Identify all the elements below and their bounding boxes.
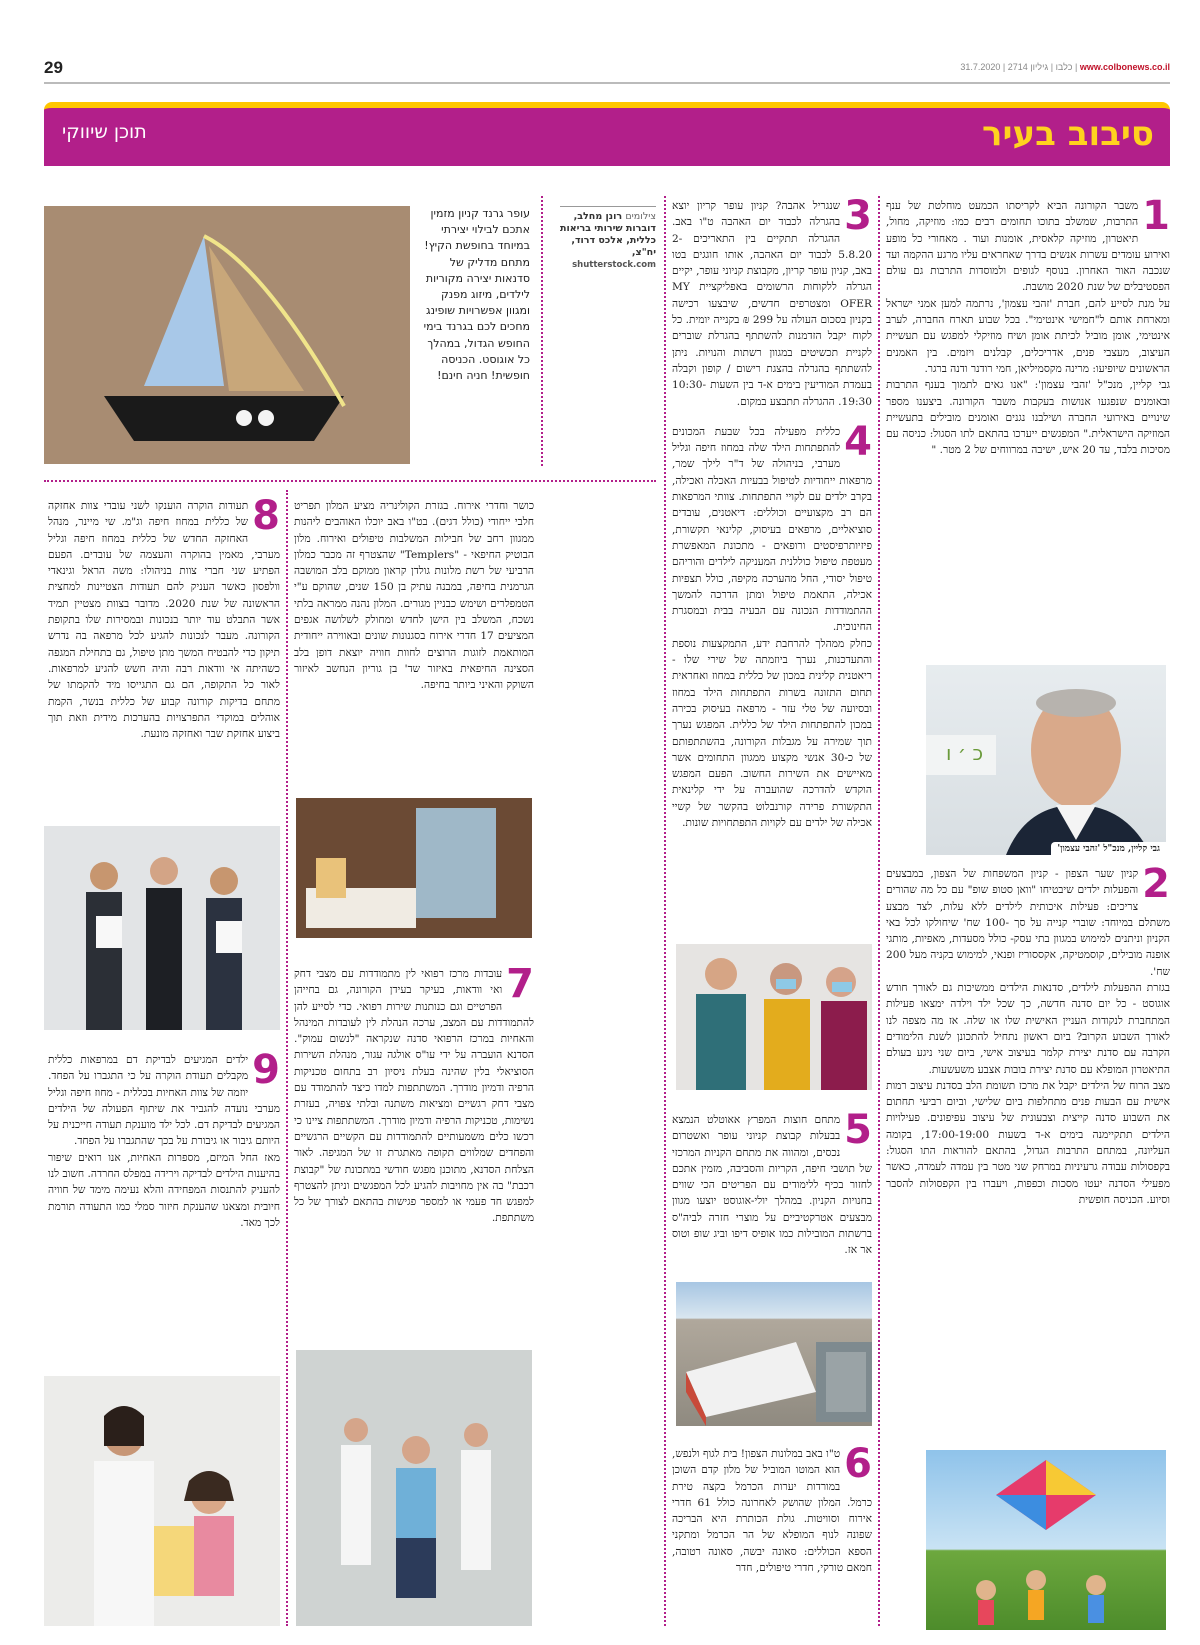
story-5 bbox=[672, 1107, 872, 1259]
story-paragraph: גבי קליין, מנכ"ל 'זהבי עצמון': "אנו גאים לתמוך בענף התרבות ובאומנים שנפגעו אנושות בעקבות משבר הקורונה. ביצענו מספר שינויים באירועי החברה ושילבנו נגנים ואומנים מובילים בתעשיית המוזיקה הישראלית." המפגשים ייערכו בהתאם לתו הסגול: כניסה עם מסיכות בלבד, עד 20 איש, ישיבה במרווחים של 2 מטר. " bbox=[886, 379, 1170, 457]
photo-maintenance-team bbox=[44, 826, 280, 1030]
column-1 bbox=[886, 193, 1170, 459]
credit-url: shutterstock.com bbox=[572, 260, 656, 270]
story-paragraph: מאז החל המיזם, מספרות האחיות, אנו רואים שיפור בהיענות הילדים לבדיקה וירידה במפלס החרדה. חשוב לנו להעניק להתנסות המפחידה והלא נעימה מימד של חוויה חיובית ומצאנו שהענקת חיזור סמלי כמו התעודה תורמת לכך מאד. bbox=[48, 1151, 280, 1229]
team-illustration bbox=[44, 826, 280, 1030]
story-paragraph: כחלק ממהלך להרחבת ידע, התמקצעות נוספת והתעדכנות, נערך ביוזמתה של שירי שלו - ריאטנית קלינית במכון של כללית במחוז ואחראית תחום התזונה בשרות התפתחות הילד במחוז ובסיועה של טלי עזר - מרפאה בעיסוק בכירה במכון להתפתחות הילד של כללית. המפגש נערך תוך שמירה על מגבלות הקורונה, בהשתתפותם של כ-30 אנשי מקצוע ממגוון התחומים אשר מאיישים את השירות החשוב. הפעם המפגש הוקדש להדרכה שהועברה על ידי קלינאית התקשורת פרידה קורנבלוט בהקשר של קשיי אכילה של ילדים עם לקויות התפתחויות שונות. bbox=[672, 637, 872, 829]
column-1b bbox=[886, 861, 1171, 1208]
column-3 bbox=[294, 498, 534, 694]
boat-illustration bbox=[44, 206, 410, 464]
story-paragraph: מתחם חוצות המפרץ אאוטלט הנמצא בבעלות קבוצת קניוני עופר ואשטרום נכסים, ומהווה את מתחם הקניות המרכזי של תושבי חיפה, הקריות והסביבה, מזמין אתכם לחזור בכיף ללימודים עם הפריטים הכי שווים בחנויות הקניון. במהלך יולי-אוגוסט יוצעו מגוון מבצעים אטרקטיביים על מוצרי חזרה לביה"ס ברשתות המובילות כמו אופיס דיפו וביג שופ וטוס אר אז. bbox=[672, 1114, 872, 1257]
kite-illustration bbox=[926, 1450, 1166, 1630]
photo-credit bbox=[560, 206, 656, 271]
story-paragraph: ילדים המגיעים לבדיקת דם במרפאות כללית מקבלים תעודת הוקרה על כי התגברו על הפחד. יוזמה של צוות האחיות בכללית - מחוז חיפה וגליל מערבי נועדה להגביר את שיתוף הפעולה של הילדים המגיעים לבדיקת דם. לכל ילד מוענקת תעודה חייכנית על היותם גיבור או גיבורת על בכך שהתגברו על הפחד. bbox=[48, 1054, 280, 1148]
photo-caption: גבי קליין, מנכ"ל 'זהבי עצמון' bbox=[1051, 842, 1166, 855]
issue-number: 2714 bbox=[1007, 62, 1028, 72]
publication-name: כלבו bbox=[1055, 62, 1073, 72]
story-4 bbox=[672, 418, 872, 831]
section-title: סיבוב בעיר bbox=[982, 114, 1154, 154]
story-paragraph: תעודות הוקרה הוענקו לשני עובדי צוות אחזקה של כללית במחוז חיפה וג"מ. שי מיינר, מנהל האחזקה החדש של כללית במחוז חיפה וגליל מערבי, מאמין בהוקרה והעצמה של עובדים. הפעם הפתיע שני חברי צוות בניהולו: משה הראל וגינאדי וולפסון כאשר העניק להם תעודות הצטיינות למחצית הראשונה של שנת 2020. מדובר בצוות מצטיין תמיד אשר התבלט עוד יותר בנכונות ובמסירות שלו בתקופת הקורונה. מעבר לנכונות להגיע לכל מרפאה בה נדרש תיקון כדי להבטיח המשך מתן טיפול, גם בתחילת המגפה כשהיתה אי וודאות רבה והיה חשש להגיע למרפאות. לאור כל התקופה, הם גם התגייסו מיד להקמתו של מתחם בדיקות קורונה קבוע של כללית בנשר, הקמת אוהלים במוקדי התפרצויות בהערכות מידית וזאת תוך ביצוע אחזקת שבר ואחזקה מונעת. bbox=[48, 500, 280, 741]
column-divider bbox=[541, 196, 543, 466]
issue-label: גיליון bbox=[1030, 62, 1049, 72]
story-6 bbox=[672, 1441, 873, 1576]
photo-hotel-room bbox=[296, 798, 532, 938]
hotel-illustration bbox=[296, 798, 532, 938]
issue-date: 31.7.2020 bbox=[960, 62, 1001, 72]
story-7 bbox=[294, 961, 534, 1227]
website-link[interactable]: www.colbonews.co.il bbox=[1079, 62, 1170, 72]
column-4b bbox=[48, 1047, 280, 1231]
row-divider bbox=[44, 480, 656, 482]
page-number: 29 bbox=[44, 58, 63, 77]
section-banner bbox=[44, 102, 1170, 166]
story-paragraph: בגזרת ההפעלות לילדים, סדנאות הילדים ממשיכות גם לאורך חודש אוגוסט - כל יום סדנה חדשה, כך שכל ילד וילדה ימצאו פעילות המתחברת לנקודות העניין האישית שלו או שלה. אז מה מצפה לנו לאורך השבוע הקרוב? ביום ראשון נתחיל להתכונן לשנת הלימודים הקרבה עם סדנת יצירת קלמר בעיצוב אישי, ביום שני ניגע בעולם התיאטרון המופלא עם סדנת יצירת בובות אצבע משעשעות. bbox=[886, 982, 1170, 1076]
story-9 bbox=[48, 1047, 280, 1231]
story-3 bbox=[672, 193, 872, 410]
photo-kids-kite bbox=[926, 1450, 1166, 1630]
story-number: 2 bbox=[1142, 861, 1170, 907]
photo-three-women bbox=[676, 944, 872, 1090]
story-1 bbox=[886, 193, 1170, 459]
column-divider bbox=[664, 196, 666, 1626]
story-paragraph: קניון שער הצפון - קניון המשפחות של הצפון, במבצעים והפעלות ילדים שיבטיחו "וואן סטופ שופ" עם כל מה שהורים צריכים: פעילות איכותית לילדים ללא עלות, לצד מבצע משתלם במיוחד: שוברי קנייה על סך -100 שח' שיחולקו לכל באי הקניון וניתנים למימוש במגוון בתי עסק- כולל מסעדות, מאפיות, מותגי אופנה מובילים, קוסמטיקה, אקססוריז ופנאי, למימוש בקניה מעל 200 שח'. bbox=[886, 868, 1170, 978]
story-number: 6 bbox=[844, 1441, 872, 1487]
story-number: 8 bbox=[252, 493, 280, 539]
story-paragraph: עובדות מרכז רפואי לין מתמודדות עם מצבי דחק ואי וודאות, בעיקר בעידן הקורונה, גם בחייהן הפרטיים וגם כנותנות שירות רפואי. כדי לסייע להן להתמודדות עם המצב, ערכה הנהלת לין לעובדות המינהל והאחיות במרכז הרפואי סדנה שנקראה "לנשום עמוק". הסדנא הועברה על ידי עו"ס אולגה עגור, מנהלת השירות הסוציאלי בלין שהינה בעלת ניסיון רב בתחום טכניקות הרפיה ודמיון מודרך. המשתתפות למדו כיצד להתמודד עם מצבי דחק רגשיים ומציאות משתנה ובלתי צפויה, בעזרת נשימות, טכניקות הרפיה ודמיון מודרך. המשתתפות ציינו כי רכשו כלים משמעותיים להתמודדות עם הקשיים הרגשיים והפחדים שמלווים תקופה מאתגרת זו של המגיפה. לאור הצלחת הסדנא, מתוכנן מפגש חודשי במתכונת של "קבוצת רכבת" בה אין מחויבות להגיע לכל המפגשים וניתן להצטרף למפגש חד פעמי או למספר פגישות בהתאם לצורך של כל משתתפת. bbox=[294, 968, 534, 1225]
credit-names: רונן מחלב, דוברות שירותי בריאות כללית, אלכס דרוד, יח"צ, bbox=[560, 211, 656, 258]
column-3b bbox=[294, 961, 534, 1227]
page-header bbox=[44, 58, 1170, 84]
story-2 bbox=[886, 861, 1171, 1208]
nurses-illustration bbox=[296, 1350, 532, 1626]
column-2c bbox=[672, 1441, 873, 1576]
section-subtitle: תוכן שיווקי bbox=[62, 121, 147, 143]
women-illustration bbox=[676, 944, 872, 1090]
story-8 bbox=[48, 493, 280, 742]
story-paragraph: מצב הרוח של הילדים יקבל את מרכז תשומת הלב בסדנת עיצוב רמות אישית עם הבעות פנים מתחלפות ביום שלישי, וביום רביעי תחתום את השבוע סדנה קייצית וצבעונית של עיצוב עפיפונים. פעילויות הילדים תתקיימנה בימים א-ד בשעות 17:00-19:00, בקומה העליונה, במתחם התרבות הגדול, בהתאם להוראות התו הסגול: בקפסולות עבודה גרעיניות במרחק שני מטר בין עמדה לעמדה, כאשר מפעילי הסדנה יעטו מסכות וכפפות, ויעברו בין הקפסולות להסבר וסיוע. הכניסה חופשית bbox=[886, 1079, 1171, 1206]
nurse-child-illustration bbox=[44, 1376, 280, 1626]
column-divider bbox=[286, 490, 288, 1626]
promo-text: עופר גרנד קניון מזמין אתכם לבילוי יצירתי במיוחד בחופשת הקיץ! מתחם מדליק של סדנאות יצירה מקוריות לילדים, מיזוג מפנק ומגוון אפשרויות שופינג מחכים לכם בגרנד בימי החופש הגדול, במהלך כל אוגוסט. הכניסה חופשית! חניה חינם! bbox=[423, 207, 530, 383]
story-number: 7 bbox=[506, 961, 534, 1007]
column-2 bbox=[672, 193, 872, 831]
story-number: 3 bbox=[844, 193, 872, 239]
svg-text:כ ׳ ו: כ ׳ ו bbox=[946, 741, 984, 765]
story-number: 9 bbox=[252, 1047, 280, 1093]
story-number: 5 bbox=[844, 1107, 872, 1153]
credit-label: צילומים bbox=[625, 211, 656, 222]
story-paragraph: משבר הקורונה הביא לקריסתו הכמעט מוחלטת של ענף התרבות, שמשלב בתוכו תחומים רבים כמו: מוזיקה, מחול, תיאטרון, מוזיקה קלאסית, אומנות ועוד . מאחורי כל מופע ואירוע עומדים עשרות אנשים בדרך שאחראים עליו מרגע ההקמה ועד שנכבה האור האחרון. בנוסף לגופים ולמוסדות התרבות גם עולם הפסטיבלים של שנת 2020 מושבת. bbox=[886, 200, 1170, 294]
story-number: 1 bbox=[1142, 193, 1170, 239]
photo-nurses-group bbox=[296, 1350, 532, 1626]
story-6-continued: כושר וחדרי אירוח. בגזרת הקולינריה מציע המלון תפריט חלבי ייחודי (כולל דגים). בט"ו באב יוכלו האוהבים ליהנות ממגוון רחב של חבילות המשלבות טיפולים ואירוח. מלון הבוטיק החיפאי - "Templers" שהצטרף זה מכבר כמלון הרביעי של רשת מלונות גולדן קראון ממוקם בלב המושבה הגרמנית בחיפה, במבנה עתיק בן 150 שנים, שהוקם ע"י הטמפלרים ושימש כבניין מגורים. המלון נהנה ממראה בלתי נשכח, המשלב בין הישן לחדש ומחולק לשלושה אגפים המציעים 17 חדרי אירוח בסגנונות שונים ובאווירה ייחודית המותאמת לזוגות הרוצים לחוות חוויה יוצאת דופן בלב הסצינה החיפאית באיזור שד' בן גוריון הנחשב לאיזור השוקק והאיני ביותר בחיפה. bbox=[294, 500, 535, 692]
story-paragraph: שנגריל אהבה? קניון עופר קריון יוצא בהגרלה לכבוד יום האהבה ט"ו באב. ההגרלה תתקיים בין התאריכים 2-5.8.20 לכבוד יום האהבה, אותו חוגגים בטו באב, קניון עופר קריון, מקבוצת קניוני עופר, יקיים הגרלה ללקוחות הרשומים באפליקציית MY OFER ומצטרפים חדשים, שיבצעו רכישה בקניון בסכום העולה על 299 ₪ בקנייה יומית. כל לקוח יקבל הזדמנות להשתתף בהגרלת שוברים לקניית תכשיטים במגוון רשתות והנויות. ניתן להשתתף בהגרלה בהצגת רישום / קופון וקבלה בעמדת המודיעין בימים א-ד בין השעות 10:30-19:30. ההגרלה תתבצע במקום. bbox=[672, 200, 872, 408]
story-paragraph: כללית מפעילה בכל שבעת המכונים להתפתחות הילד שלה במחוז חיפה וגליל מערבי, בניהולה של ד"ר לילך שמר, מרפאות ייחודיות לטיפול בבעיות האכלה ואכילה, בקרב ילדים עם לקויי התפתחות. צוותי המרפאות הם רב מקצועיים וכוללים: דיאטנים, עובדים סוציאליים, מרפאים בעיסוק, קלינאי תקשורת, פיזיותרפיסטים ורופאים - מתכונת המאפשרת מעטפת טיפול כוללנית המעניקה לילדים והוריהם טיפול יסודי, החל מהערכה מקיפה, כולל תצפיות אכילה, התאמת טיפול ומתן הדרכה להמשך ההתמודדות הנכונה עם הבעיה בבית ובמסגרת החינוכית. bbox=[672, 425, 872, 634]
column-divider bbox=[878, 196, 880, 1626]
mall-illustration bbox=[676, 1282, 872, 1426]
photo-boat-craft bbox=[44, 206, 410, 464]
portrait-illustration bbox=[926, 665, 1166, 855]
page-info: www.colbonews.co.il | כלבו | גיליון 2714 | 31.7.2020 bbox=[960, 62, 1170, 72]
column-4 bbox=[48, 493, 280, 742]
column-2b bbox=[672, 1107, 872, 1259]
photo-nurse-child bbox=[44, 1376, 280, 1626]
photo-gabi-klein bbox=[926, 665, 1166, 855]
story-paragraph: ט"ו באב במלונות הצפון! בית לגוף ולנפש, הוא המוטו המוביל של מלון קדם השוכן במורדות יערות הכרמל בקצה טירת כרמל. המלון שהושק לאחרונה כולל 61 חדרי אירוח וסוויטות. גולת הכותרת היא הבריכה שפונה לנוף המופלא של הר הכרמל ומתקני הספא הכוללים: סאונה יבשה, סאונה רטובה, חמאם טורקי, חדרי טיפולים, חדר bbox=[672, 1448, 873, 1575]
story-paragraph: על מנת לסייע להם, חברת 'זהבי עצמון', נרתמה למען אמני ישראל ומארחת אותם ל"חמישי אינטימי". בכל שבוע תארח החברה, לערב אינטימי, אומן מוביל לכיתת אומן ושיח מוזיקלי למפגש עם תעשיית העיצוב, מעצבי פנים, אדריכלים, קבלנים ויזמים. בין האמנים הראשונים שיופיעו: מרינה מקסמיליאן, חמי רודנר ודנה ברגר. bbox=[886, 297, 1170, 375]
story-number: 4 bbox=[844, 418, 872, 465]
photo-outlet-aerial bbox=[676, 1282, 872, 1426]
